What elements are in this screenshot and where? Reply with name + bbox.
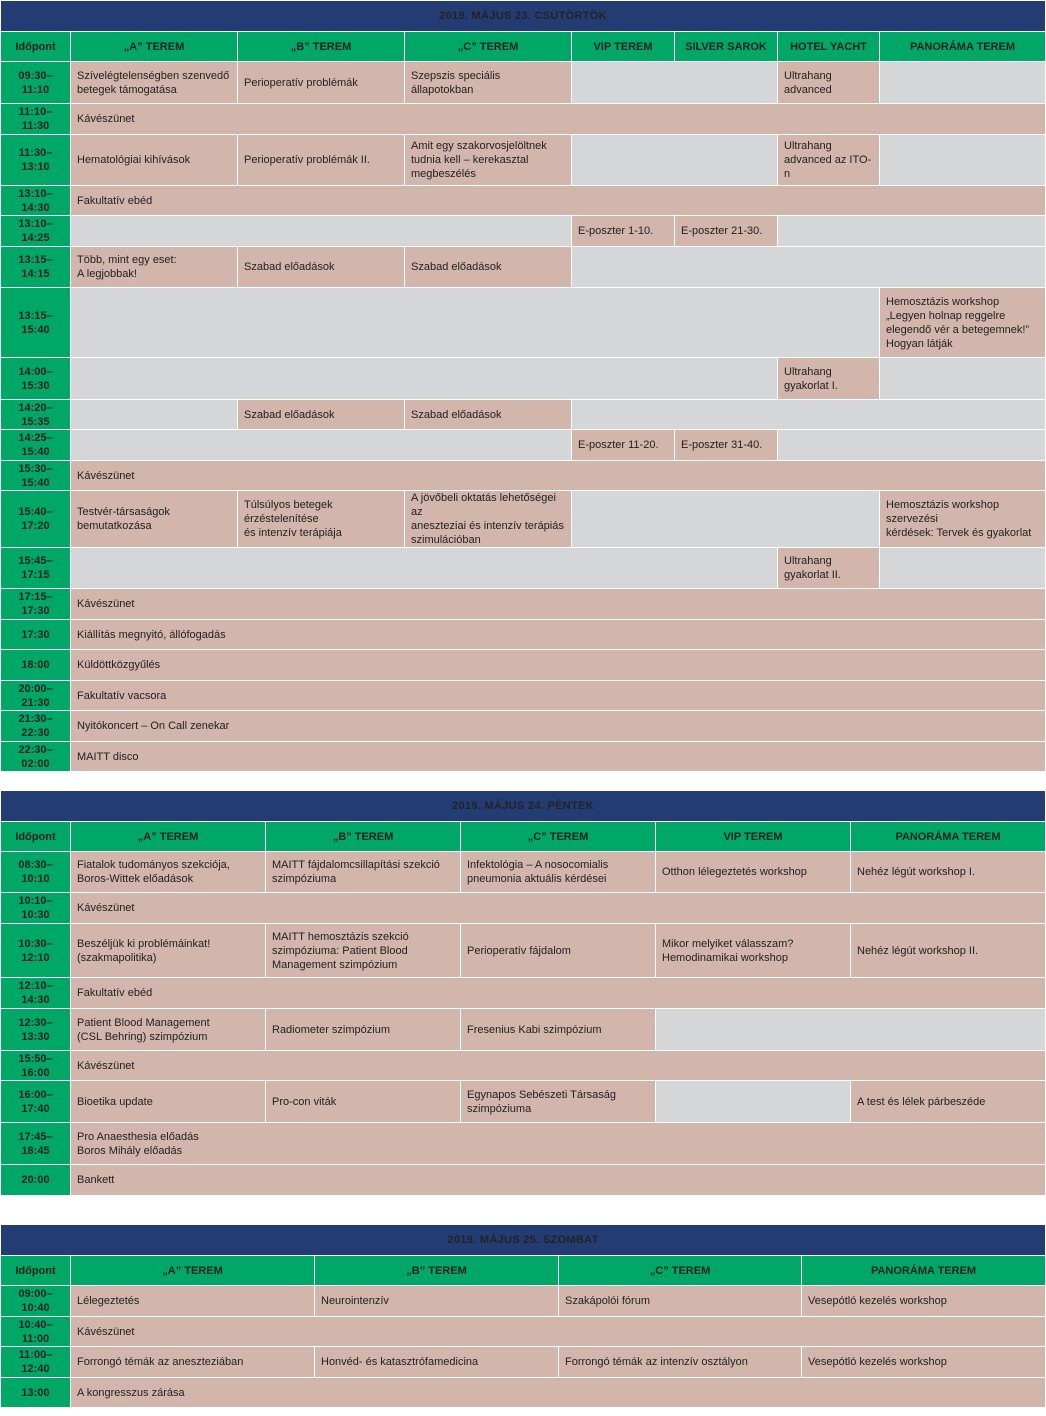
header-room-silver: SILVER SAROK	[675, 32, 778, 62]
empty-cell	[880, 62, 1046, 104]
session-cell: Neurointenzív	[315, 1286, 559, 1317]
session-cell: MAITT fájdalomcsillapítási szekció szimpóziuma	[266, 852, 461, 893]
time-slot: 20:00–21:30	[1, 681, 71, 711]
session-cell: Szabad előadások	[238, 400, 405, 430]
empty-cell	[71, 358, 778, 400]
session-cell: Szabad előadások	[238, 247, 405, 288]
plenary-cell: Küldöttközgyűlés	[71, 650, 1046, 681]
empty-cell	[880, 358, 1046, 400]
time-slot: 08:30–10:10	[1, 852, 71, 893]
session-cell: E-poszter 1-10.	[572, 216, 675, 247]
plenary-cell: Pro Anaesthesia előadás Boros Mihály előadás	[71, 1123, 1046, 1165]
session-cell: Több, mint egy eset: A legjobbak!	[71, 247, 238, 288]
empty-cell	[880, 135, 1046, 186]
time-slot: 11:00–12:40	[1, 1347, 71, 1378]
session-cell: E-poszter 21-30.	[675, 216, 778, 247]
plenary-cell: Nyitókoncert – On Call zenekar	[71, 711, 1046, 742]
plenary-cell: Fakultatív ebéd	[71, 186, 1046, 216]
empty-cell	[572, 62, 778, 104]
session-cell: Testvér-társaságok bemutatkozása	[71, 491, 238, 548]
header-room-b: „B” TEREM	[315, 1256, 559, 1286]
time-slot: 09:30–11:10	[1, 62, 71, 104]
empty-cell	[572, 491, 880, 548]
session-cell: Vesepótló kezelés workshop	[802, 1347, 1046, 1378]
time-slot: 17:15–17:30	[1, 589, 71, 620]
session-cell: Radiometer szimpózium	[266, 1009, 461, 1051]
time-slot: 16:00–17:40	[1, 1081, 71, 1123]
empty-cell	[71, 288, 880, 358]
empty-cell	[572, 400, 1046, 430]
session-cell: Amit egy szakorvosjelöltnek tudnia kell – kerekasztal megbeszélés	[405, 135, 572, 186]
day-title: 2019. MÁJUS 23. CSÜTÖRTÖK	[1, 1, 1046, 32]
session-cell: Ultrahang advanced	[778, 62, 880, 104]
time-slot: 11:30–13:10	[1, 135, 71, 186]
session-cell: Egynapos Sebészeti Társaság szimpóziuma	[461, 1081, 656, 1123]
plenary-cell: Kiállítás megnyitó, állófogadás	[71, 620, 1046, 650]
session-cell: Lélegeztetés	[71, 1286, 315, 1317]
session-cell: Ultrahang gyakorlat II.	[778, 548, 880, 589]
time-slot: 15:45–17:15	[1, 548, 71, 589]
plenary-cell: Kávészünet	[71, 893, 1046, 924]
time-slot: 14:20–15:35	[1, 400, 71, 430]
session-cell: Túlsúlyos betegek érzéstelenítése és intenzív terápiája	[238, 491, 405, 548]
session-cell: Vesepótló kezelés workshop	[802, 1286, 1046, 1317]
plenary-cell: Fakultatív ebéd	[71, 978, 1046, 1009]
header-time: Időpont	[1, 1256, 71, 1286]
header-room-c: „C” TEREM	[559, 1256, 802, 1286]
session-cell: Bioetika update	[71, 1081, 266, 1123]
plenary-cell: Kávészünet	[71, 1051, 1046, 1081]
session-cell: E-poszter 31-40.	[675, 430, 778, 461]
time-slot: 17:30	[1, 620, 71, 650]
session-cell: Hemosztázis workshop szervezési kérdések: Tervek és gyakorlat	[880, 491, 1046, 548]
header-room-b: „B” TEREM	[266, 822, 461, 852]
time-slot: 13:00	[1, 1378, 71, 1408]
schedule-day-friday	[0, 790, 1046, 1196]
session-cell: Honvéd- és katasztrófamedicina	[315, 1347, 559, 1378]
session-cell: Perioperatív fájdalom	[461, 924, 656, 978]
session-cell: E-poszter 11-20.	[572, 430, 675, 461]
session-cell: Szabad előadások	[405, 400, 572, 430]
day-title: 2019. MÁJUS 24. PÉNTEK	[1, 791, 1046, 822]
plenary-cell: MAITT disco	[71, 742, 1046, 772]
time-slot: 13:10–14:25	[1, 216, 71, 247]
plenary-cell: Kávészünet	[71, 1317, 1046, 1347]
time-slot: 15:30–15:40	[1, 461, 71, 491]
time-slot: 13:15–15:40	[1, 288, 71, 358]
time-slot: 10:10–10:30	[1, 893, 71, 924]
header-room-a: „A” TEREM	[71, 1256, 315, 1286]
time-slot: 18:00	[1, 650, 71, 681]
empty-cell	[71, 430, 572, 461]
empty-cell	[572, 135, 778, 186]
session-cell: Fresenius Kabi szimpózium	[461, 1009, 656, 1051]
time-slot: 11:10–11:30	[1, 104, 71, 135]
header-room-a: „A” TEREM	[71, 32, 238, 62]
time-slot: 12:30–13:30	[1, 1009, 71, 1051]
header-room-panorama: PANORÁMA TEREM	[851, 822, 1046, 852]
time-slot: 15:40–17:20	[1, 491, 71, 548]
empty-cell	[778, 430, 1046, 461]
header-room-panorama: PANORÁMA TEREM	[880, 32, 1046, 62]
header-room-panorama: PANORÁMA TEREM	[802, 1256, 1046, 1286]
session-cell: Pro-con viták	[266, 1081, 461, 1123]
time-slot: 17:45–18:45	[1, 1123, 71, 1165]
session-cell: Szabad előadások	[405, 247, 572, 288]
session-cell: Szívelégtelenségben szenvedő betegek támogatása	[71, 62, 238, 104]
session-cell: Infektológia – A nosocomialis pneumonia aktuális kérdései	[461, 852, 656, 893]
header-room-hotel-yacht: HOTEL YACHT	[778, 32, 880, 62]
session-cell: A test és lélek párbeszéde	[851, 1081, 1046, 1123]
session-cell: Hematológiai kihívások	[71, 135, 238, 186]
time-slot: 22:30–02:00	[1, 742, 71, 772]
session-cell: Beszéljük ki problémáinkat! (szakmapolitika)	[71, 924, 266, 978]
time-slot: 20:00	[1, 1165, 71, 1196]
time-slot: 14:00–15:30	[1, 358, 71, 400]
plenary-cell: Kávészünet	[71, 104, 1046, 135]
header-time: Időpont	[1, 32, 71, 62]
time-slot: 21:30–22:30	[1, 711, 71, 742]
header-room-vip: VIP TEREM	[656, 822, 851, 852]
header-room-vip: VIP TEREM	[572, 32, 675, 62]
time-slot: 12:10–14:30	[1, 978, 71, 1009]
session-cell: Mikor melyiket válasszam? Hemodinamikai workshop	[656, 924, 851, 978]
empty-cell	[71, 400, 238, 430]
session-cell: Szakápolói fórum	[559, 1286, 802, 1317]
empty-cell	[656, 1081, 851, 1123]
plenary-cell: Kávészünet	[71, 461, 1046, 491]
time-slot: 13:15–14:15	[1, 247, 71, 288]
day-title: 2019. MÁJUS 25. SZOMBAT	[1, 1225, 1046, 1256]
plenary-cell: Fakultatív vacsora	[71, 681, 1046, 711]
plenary-cell: Bankett	[71, 1165, 1046, 1196]
plenary-cell: Kávészünet	[71, 589, 1046, 620]
session-cell: Ultrahang gyakorlat I.	[778, 358, 880, 400]
session-cell: Otthon lélegeztetés workshop	[656, 852, 851, 893]
empty-cell	[572, 247, 1046, 288]
session-cell: MAITT hemosztázis szekció szimpóziuma: Patient Blood Management szimpózium	[266, 924, 461, 978]
session-cell: Nehéz légút workshop II.	[851, 924, 1046, 978]
session-cell: Szepszis speciális állapotokban	[405, 62, 572, 104]
header-room-b: „B” TEREM	[238, 32, 405, 62]
header-room-c: „C” TEREM	[405, 32, 572, 62]
empty-cell	[880, 548, 1046, 589]
time-slot: 15:50–16:00	[1, 1051, 71, 1081]
session-cell: Hemosztázis workshop „Legyen holnap reggelre elegendő vér a betegemnek!” Hogyan látják	[880, 288, 1046, 358]
session-cell: Ultrahang advanced az ITO-n	[778, 135, 880, 186]
session-cell: Forrongó témák az intenzív osztályon	[559, 1347, 802, 1378]
empty-cell	[778, 216, 1046, 247]
session-cell: Perioperatív problémák	[238, 62, 405, 104]
time-slot: 09:00–10:40	[1, 1286, 71, 1317]
time-slot: 10:30–12:10	[1, 924, 71, 978]
empty-cell	[71, 548, 778, 589]
time-slot: 10:40–11:00	[1, 1317, 71, 1347]
plenary-cell: A kongresszus zárása	[71, 1378, 1046, 1408]
empty-cell	[71, 216, 572, 247]
empty-cell	[656, 1009, 1046, 1051]
time-slot: 14:25–15:40	[1, 430, 71, 461]
time-slot: 13:10–14:30	[1, 186, 71, 216]
header-room-c: „C” TEREM	[461, 822, 656, 852]
header-room-a: „A” TEREM	[71, 822, 266, 852]
header-time: Időpont	[1, 822, 71, 852]
session-cell: Fiatalok tudományos szekciója, Boros-Wittek előadások	[71, 852, 266, 893]
session-cell: Nehéz légút workshop I.	[851, 852, 1046, 893]
session-cell: A jövőbeli oktatás lehetőségei az aneszteziai és intenzív terápiás szimulációban	[405, 491, 572, 548]
session-cell: Patient Blood Management (CSL Behring) szimpózium	[71, 1009, 266, 1051]
session-cell: Forrongó témák az aneszteziában	[71, 1347, 315, 1378]
session-cell: Perioperatív problémák II.	[238, 135, 405, 186]
schedule-day-saturday	[0, 1224, 1046, 1408]
